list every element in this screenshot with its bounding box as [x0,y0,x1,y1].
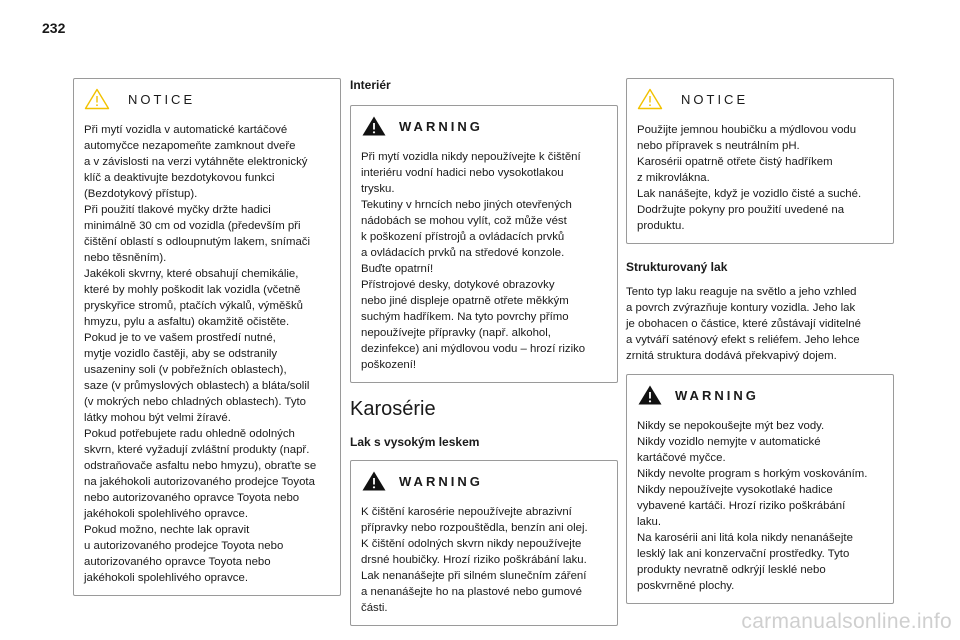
text-line: Dodržujte pokyny pro použití uvedené na [637,204,845,216]
text-line: Na karosérii ani litá kola nikdy nenanášejte [637,532,853,544]
text-line: odstraňovače asfaltu nebo hmyzu), obraťte se [84,460,317,472]
text-line: trysku. [361,183,395,195]
text-line: skvrn, které vyžadují zvláštní produkty (např. [84,444,310,456]
warning-title: WARNING [675,387,759,403]
text-line: nebo přípravek s neutrálním pH. [637,140,800,152]
notice-box [73,78,341,596]
text-line: (Bezdotykový přístup). [84,188,198,200]
text-line: Při použití tlakové myčky držte hadici [84,204,271,216]
warning-box-gloss [350,460,618,626]
text-line: lesklý lak ani konzervační prostředky. Tyto [637,548,850,560]
text-line: produkty nevratně odkrýjí lesklé nebo [637,564,826,576]
text-line: a nenanášejte ho na plastové nebo gumové [361,586,583,598]
warning-text [351,141,617,382]
text-line: mytje vozidlo častěji, aby se odstranily [84,348,278,360]
notice-triangle-icon [84,88,110,110]
text-line: usazeniny soli (v pobřežních oblastech), [84,364,287,376]
text-line: dezinfekce) ani mýdlovou vodu – hrozí riziko [361,343,586,355]
text-line: Lak nanášejte, když je vozidlo čisté a suché. [637,188,862,200]
text-line: saze (v průmyslových oblastech) a blátа/solil [84,380,310,392]
text-line: Použijte jemnou houbičku a mýdlovou vodu [637,124,857,136]
text-line: které by mohly poškodit lak vozidla (včetně [84,284,301,296]
textured-paint-text [626,284,894,364]
text-line: (v mokrých nebo chladných oblastech). Tyto [84,396,307,408]
notice-text [74,114,340,595]
warning-header [351,106,617,141]
text-line: Přístrojové desky, dotykové obrazovky [361,279,555,291]
text-line: části. [361,602,388,614]
notice-title: NOTICE [681,91,749,107]
text-line: jakéhokoli spolehlivého opravce. [84,572,249,584]
warning-header [627,375,893,410]
warning-title: WARNING [399,118,483,134]
warning-text [351,496,617,625]
column-left [73,78,341,596]
warning-text [627,410,893,603]
text-line: kartáčové myčce. [637,452,726,464]
text-line: a povrch zvýrazňuje kontury vozidla. Jeho lak [626,302,856,314]
text-line: klíč a deaktivujte bezdotykovou funkci [84,172,275,184]
text-line: poškození! [361,359,417,371]
column-right [626,78,894,604]
notice-title: NOTICE [128,91,196,107]
column-middle [350,78,618,626]
text-line: Nikdy se nepokoušejte mýt bez vody. [637,420,825,432]
text-line: jakéhokoli spolehlivého opravce. [84,508,249,520]
text-line: Karosérii opatrně otřete čistý hadříkem [637,156,833,168]
notice-header [627,79,893,114]
text-line: u autorizovaného prodejce Toyota nebo [84,540,284,552]
text-line: Lak nenanášejte při silném slunečním záření [361,570,587,582]
warning-triangle-icon [361,470,387,492]
body-section-title: Karosérie [350,398,436,420]
text-line: čištění oblastí s odloupnutým lakem, snímači [84,236,311,248]
notice-header [74,79,340,114]
warning-header [351,461,617,496]
text-line: Nikdy nevolte program s horkým voskováním. [637,468,868,480]
text-line: laku. [637,516,662,528]
text-line: nebo těsněním). [84,252,167,264]
text-line: z mikrovlákna. [637,172,710,184]
text-line: suchým hadříkem. Na tyto povrchy přímo [361,311,569,323]
text-line: Pokud možno, nechte lak opravit [84,524,250,536]
text-line: hmyzu, pylu a asfaltu) okamžitě očistěte. [84,316,290,328]
text-line: K čištění karosérie nepoužívejte abrazivní [361,506,572,518]
text-line: Pokud je to ve vašem prostředí nutné, [84,332,276,344]
text-line: Tekutiny v hrncích nebo jiných otevřených [361,199,572,211]
notice-box [626,78,894,244]
text-line: minimálně 30 cm od vozidla (především při [84,220,301,232]
text-line: Nikdy vozidlo nemyjte v automatické [637,436,821,448]
text-line: nebo jiné displeje opatrně otřete měkkým [361,295,569,307]
text-line: nebo autorizovaného opravce Toyota nebo [84,492,300,504]
text-line: nepoužívejte přípravky (např. alkohol, [361,327,551,339]
text-line: přípravky nebo rozpouštědla, benzín ani olej. [361,522,588,534]
warning-box-interior [350,105,618,383]
text-line: pryskyřice stromů, ptačích výkalů, výměšků [84,300,304,312]
notice-text [627,114,893,243]
text-line: produktu. [637,220,685,232]
watermark: carmanualsonline.info [741,610,952,633]
warning-triangle-icon [361,115,387,137]
text-line: Jakékoli skvrny, které obsahují chemikálie, [84,268,299,280]
text-line: Při mytí vozidla v automatické kartáčové [84,124,288,136]
interior-heading: Interiér [350,78,391,92]
text-line: nádobách se mohou vylít, což může vést [361,215,567,227]
text-line: zrnitá struktura dodává překvapivý dojem. [626,350,837,362]
text-line: na jakéhokoli autorizovaného prodejce Toyota [84,476,315,488]
warning-triangle-icon [637,384,663,406]
gloss-paint-heading: Lak s vysokým leskem [350,435,480,449]
text-line: a ovládacích prvků na středové konzole. [361,247,565,259]
text-line: Pokud potřebujete radu ohledně odolných [84,428,295,440]
text-line: K čištění odolných skvrn nikdy nepoužívejte [361,538,582,550]
textured-paint-heading: Strukturovaný lak [626,260,728,274]
text-line: a vytváří saténový efekt s reliéfem. Jeho lehce [626,334,860,346]
text-line: Tento typ laku reaguje na světlo a jeho vzhled [626,286,857,298]
page-number: 232 [42,20,66,36]
text-line: k poškození přístrojů a ovládacích prvků [361,231,565,243]
text-line: Při mytí vozidla nikdy nepoužívejte k čištění [361,151,581,163]
text-line: interiéru vodní hadici nebo vysokotlakou [361,167,564,179]
text-line: poskvrněné plochy. [637,580,735,592]
text-line: vybavené kartáči. Hrozí riziko poškrábání [637,500,846,512]
text-line: látky mohou být velmi žíravé. [84,412,231,424]
warning-title: WARNING [399,473,483,489]
text-line: a v závislosti na verzi vytáhněte elektronický [84,156,308,168]
text-line: Buďte opatrní! [361,263,434,275]
text-line: automyčce nezapomeňte zamknout dveře [84,140,296,152]
warning-box-textured [626,374,894,604]
text-line: autorizovaného opravce Toyota nebo [84,556,271,568]
text-line: Nikdy nepoužívejte vysokotlaké hadice [637,484,833,496]
text-line: je obohacen o částice, které zůstávají viditelné [626,318,861,330]
notice-triangle-icon [637,88,663,110]
text-line: drsné houbičky. Hrozí riziko poškrábání laku. [361,554,587,566]
